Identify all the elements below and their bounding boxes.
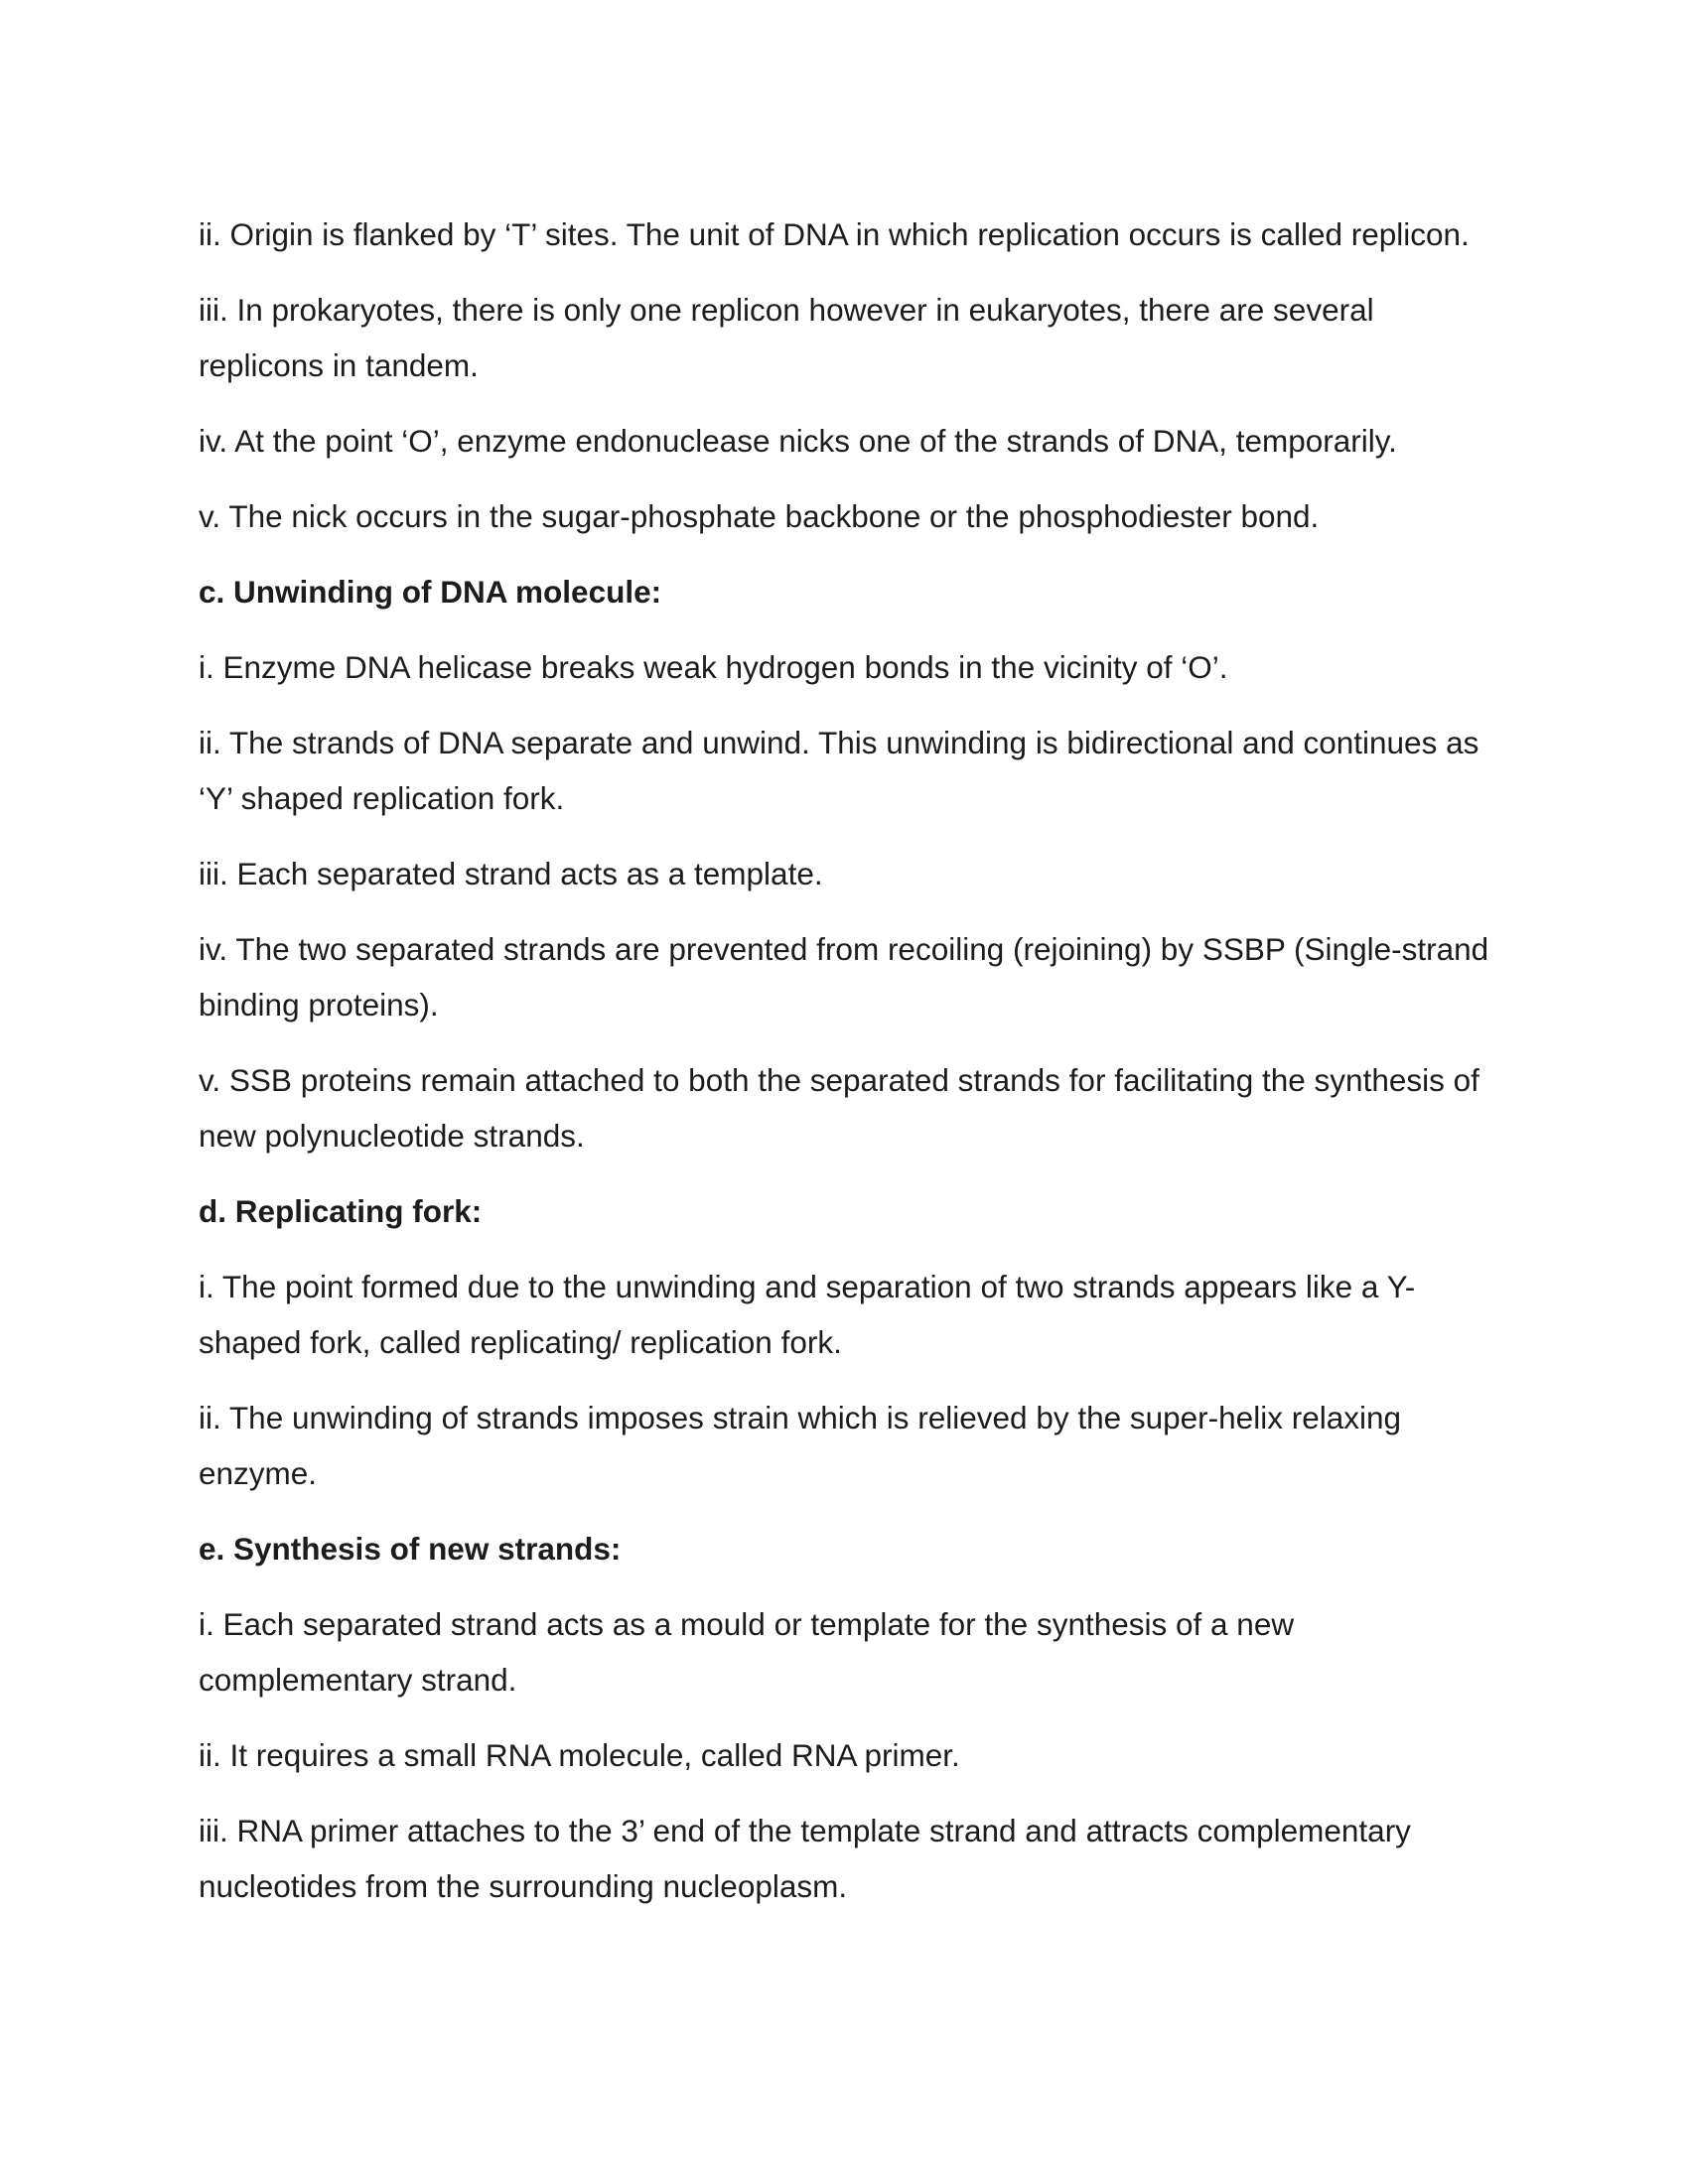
paragraph-prokaryote-replicon: iii. In prokaryotes, there is only one replicon however in eukaryotes, there are several replicons in tandem.	[199, 292, 1374, 383]
paragraph-fork-formed: i. The point formed due to the unwinding and separation of two strands appears like a Y-shaped fork, called replicating/ replication fork.	[199, 1269, 1416, 1360]
paragraph-origin-flanked: ii. Origin is flanked by ‘T’ sites. The unit of DNA in which replication occurs is called replicon.	[199, 216, 1470, 252]
paragraph-mould-template: i. Each separated strand acts as a mould or template for the synthesis of a new complementary strand.	[199, 1606, 1295, 1698]
paragraph-primer-attaches: iii. RNA primer attaches to the 3’ end of the template strand and attracts complementary nucleotides from the surrounding nucleoplasm.	[199, 1813, 1411, 1904]
paragraph-endonuclease-nick: iv. At the point ‘O’, enzyme endonuclease nicks one of the strands of DNA, temporarily.	[199, 423, 1397, 459]
section-heading-synthesis: e. Synthesis of new strands:	[199, 1531, 622, 1567]
section-heading-replicating-fork: d. Replicating fork:	[199, 1193, 483, 1229]
paragraph-ssb-attached: v. SSB proteins remain attached to both the separated strands for facilitating the synthesis of new polynucleotide strands.	[199, 1062, 1479, 1154]
paragraph-strands-separate: ii. The strands of DNA separate and unwind. This unwinding is bidirectional and continues as ‘Y’ shaped replication fork.	[199, 725, 1479, 816]
document-page	[199, 206, 1489, 1934]
paragraph-rna-primer: ii. It requires a small RNA molecule, called RNA primer.	[199, 1737, 960, 1773]
section-heading-unwinding: c. Unwinding of DNA molecule:	[199, 574, 662, 610]
paragraph-ssbp: iv. The two separated strands are prevented from recoiling (rejoining) by SSBP (Single-strand binding proteins).	[199, 931, 1489, 1023]
paragraph-nick-location: v. The nick occurs in the sugar-phosphate backbone or the phosphodiester bond.	[199, 498, 1320, 534]
paragraph-helicase: i. Enzyme DNA helicase breaks weak hydrogen bonds in the vicinity of ‘O’.	[199, 649, 1228, 685]
paragraph-strain-relieved: ii. The unwinding of strands imposes strain which is relieved by the super-helix relaxing enzyme.	[199, 1400, 1402, 1491]
paragraph-template: iii. Each separated strand acts as a template.	[199, 856, 823, 891]
